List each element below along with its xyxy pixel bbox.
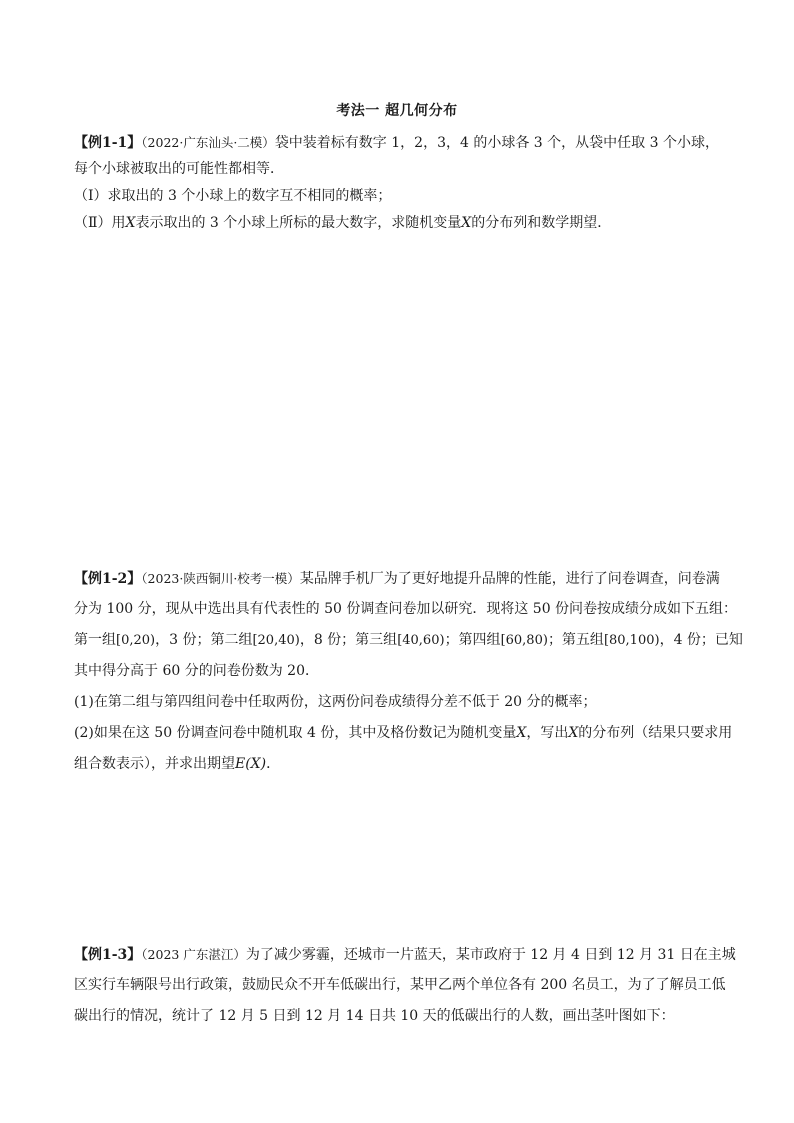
group-5-interval: [80,100) bbox=[603, 633, 660, 648]
group-3-interval: [40,60) bbox=[397, 633, 445, 648]
example-1-2-part-2-text-c: 的分布列（结果只要求用 bbox=[578, 725, 733, 741]
example-1-3-line-1 bbox=[74, 939, 736, 970]
group-4-label: ；第四组 bbox=[444, 632, 501, 648]
example-1-2-part-2-text-b: ，写出 bbox=[526, 725, 569, 741]
example-1-1-part-2-text-c: 的分布列和数学期望． bbox=[471, 215, 612, 231]
example-1-1-line-1 bbox=[74, 129, 722, 156]
example-1-2-tag: 【例1-2】 bbox=[74, 571, 142, 587]
example-1-3-line-2: 区实行车辆限号出行政策，鼓励民众不开车低碳出行，某甲乙两个单位各有 200 名员工，为了了解员工低 bbox=[74, 977, 726, 993]
example-1-2-part-2-text-a: (2)如果在这 50 份调查问卷中随机取 4 份，其中及格份数记为随机变量 bbox=[74, 725, 517, 741]
group-5-label: ；第五组 bbox=[547, 632, 604, 648]
example-1-2-line-1 bbox=[74, 563, 722, 594]
example-1-1 bbox=[74, 129, 722, 237]
example-1-2-part-2 bbox=[74, 718, 733, 749]
variable-x: X bbox=[461, 215, 472, 231]
example-1-3-text-1: 为了减少雾霾，还城市一片蓝天，某市政府于 12 月 4 日到 12 月 31 日在主城 bbox=[245, 947, 736, 963]
group-1-label: 第一组 bbox=[74, 632, 116, 648]
group-5-count: ，4 份；已知 bbox=[659, 632, 743, 648]
section-title: 考法一 超几何分布 bbox=[336, 103, 458, 119]
example-1-1-part-1: （Ⅰ）求取出的 3 个小球上的数字互不相同的概率； bbox=[74, 188, 392, 204]
variable-x: X bbox=[516, 725, 527, 741]
example-1-2-line-7-text-b: ． bbox=[266, 756, 281, 772]
example-1-1-part-2 bbox=[74, 210, 722, 237]
example-1-1-source: （2022·广东汕头·二模） bbox=[141, 135, 275, 150]
example-1-1-text-1: 袋中装着标有数字 1，2，3，4 的小球各 3 个，从袋中任取 3 个小球， bbox=[274, 135, 719, 151]
example-1-1-tag: 【例1-1】 bbox=[74, 135, 142, 151]
expectation-expression: E(X) bbox=[235, 756, 267, 772]
group-4-interval: [60,80) bbox=[500, 633, 548, 648]
example-1-1-part-2-text-b: 表示取出的 3 个小球上所标的最大数字，求随机变量 bbox=[135, 215, 462, 231]
example-1-3 bbox=[74, 939, 736, 1032]
example-1-3-source: （2023 广东湛江） bbox=[141, 947, 246, 962]
example-1-2-line-4: 其中得分高于 60 分的问卷份数为 20． bbox=[74, 663, 319, 679]
example-1-2-source: （2023·陕西铜川·校考一模） bbox=[141, 571, 300, 586]
example-1-2-part-1: (1)在第二组与第四组问卷中任取两份，这两份问卷成绩得分差不低于 20 分的概率； bbox=[74, 694, 597, 710]
variable-x: X bbox=[125, 215, 136, 231]
example-1-1-line-2: 每个小球被取出的可能性都相等． bbox=[74, 161, 284, 177]
group-1-interval: [0,20) bbox=[116, 633, 156, 648]
group-2-interval: [20,40) bbox=[252, 633, 300, 648]
example-1-2-line-7-text-a: 组合数表示），并求出期望 bbox=[74, 756, 235, 772]
example-1-3-tag: 【例1-3】 bbox=[74, 947, 142, 963]
example-1-2-line-3 bbox=[74, 625, 743, 656]
group-3-label: ，8 份；第三组 bbox=[299, 632, 398, 648]
example-1-2-text-1: 某品牌手机厂为了更好地提升品牌的性能，进行了问卷调查，问卷满 bbox=[299, 571, 720, 587]
example-1-2-line-2: 分为 100 分，现从中选出具有代表性的 50 份调查问卷加以研究．现将这 50 份问卷按成绩分成如下五组： bbox=[74, 601, 738, 617]
example-1-1-part-2-text-a: （Ⅱ）用 bbox=[74, 215, 126, 231]
example-1-3-line-3: 碳出行的情况，统计了 12 月 5 日到 12 月 14 日共 10 天的低碳出行的人数，画出茎叶图如下： bbox=[74, 1008, 675, 1024]
example-1-2-line-7 bbox=[74, 749, 722, 780]
variable-x: X bbox=[568, 725, 579, 741]
group-2-label: ，3 份；第二组 bbox=[155, 632, 253, 648]
example-1-2 bbox=[74, 563, 743, 780]
